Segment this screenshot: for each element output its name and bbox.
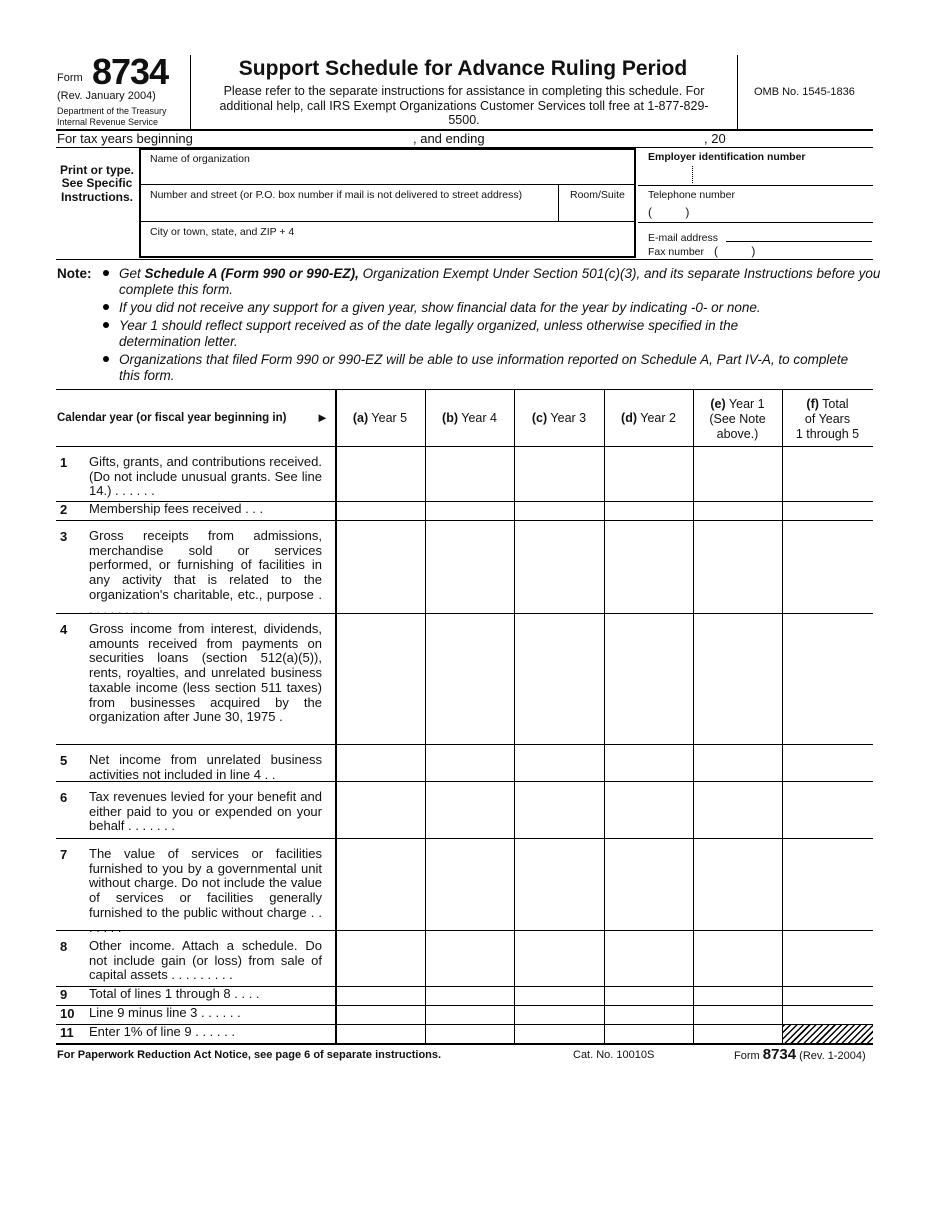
line-7-col-c-input[interactable] <box>517 913 603 928</box>
street-input[interactable] <box>150 202 554 218</box>
page-title: Support Schedule for Advance Ruling Period <box>238 57 688 80</box>
line-number: 11 <box>60 1025 74 1040</box>
line-2-col-c-input[interactable] <box>517 503 603 518</box>
column-text-3: above.) <box>716 427 759 441</box>
line-11-col-a-input[interactable] <box>338 1026 424 1041</box>
note-4: Organizations that filed Form 990 or 990-EZ will be able to use information reported on Schedule A, Part IV-A, to complete this form. <box>119 352 849 383</box>
column-text-3: 1 through 5 <box>795 427 860 441</box>
line-9-col-f-input[interactable] <box>785 988 872 1003</box>
omb-number: OMB No. 1545-1836 <box>754 86 855 98</box>
telephone-area-code: ( ) <box>648 205 690 219</box>
line-3-col-a-input[interactable] <box>338 596 424 611</box>
footer-form-word: Form <box>734 1050 760 1062</box>
catalog-number: Cat. No. 10010S <box>573 1049 655 1061</box>
shaded-cell <box>783 1025 873 1043</box>
line-6-label: Tax revenues levied for your benefit and either paid to you or expended on your behalf . . . . . . . <box>89 789 322 834</box>
telephone-input[interactable] <box>712 204 871 220</box>
line-number: 6 <box>60 790 68 805</box>
line-1-label: Gifts, grants, and contributions received. (Do not include unusual grants. See line 14.) . . . . . . <box>89 454 322 499</box>
line-7-col-d-input[interactable] <box>607 913 692 928</box>
line-number: 4 <box>60 622 68 637</box>
room-suite-label: Room/Suite <box>570 189 625 201</box>
column-header-a <box>335 411 425 426</box>
line-5-col-a-input[interactable] <box>338 764 424 779</box>
line-3-col-d-input[interactable] <box>607 596 692 611</box>
room-suite-input[interactable] <box>562 202 636 218</box>
line-3-label: Gross receipts from admissions, merchandise sold or services performed, or furnishing of facilities in any activity that is related to the organization's charitable, etc., purpose . . . . . . . . . . <box>89 528 322 617</box>
line-number: 9 <box>60 987 68 1002</box>
column-header-b <box>425 411 514 426</box>
line-10-col-e-input[interactable] <box>696 1007 781 1022</box>
line-4-col-b-input[interactable] <box>428 727 513 742</box>
note-label: Note: <box>57 266 92 281</box>
tax-year-20-label: , 20 <box>704 131 726 146</box>
fax-label: Fax number <box>648 246 705 258</box>
ein-input[interactable] <box>648 166 872 182</box>
column-letter: (e) <box>710 397 726 411</box>
print-or-type-label: Print or type. See Specific Instructions. <box>59 163 134 204</box>
line-1-col-f-input[interactable] <box>785 484 872 499</box>
column-text: Year 4 <box>461 411 497 425</box>
tax-year-year-input[interactable] <box>738 131 782 146</box>
line-7-col-a-input[interactable] <box>338 913 424 928</box>
tax-year-beginning-label: For tax years beginning <box>57 131 193 146</box>
line-11-col-b-input[interactable] <box>428 1026 513 1041</box>
line-8-col-d-input[interactable] <box>607 969 692 984</box>
line-8-col-f-input[interactable] <box>785 969 872 984</box>
column-text: Total <box>822 397 849 411</box>
column-header-line <box>514 411 604 426</box>
column-header-line <box>425 411 514 426</box>
street-label: Number and street (or P.O. box number if mail is not delivered to street address) <box>150 189 523 201</box>
telephone-label: Telephone number <box>648 189 735 201</box>
line-3-col-b-input[interactable] <box>428 596 513 611</box>
instructions-note: Please refer to the separate instructions for assistance in completing this schedule. For additional help, call IRS Exempt Organizations Customer Services toll free at 1-877-829-5500. <box>219 84 709 127</box>
column-text-2: (See Note <box>709 412 766 426</box>
column-letter: (a) <box>352 411 369 425</box>
line-2-label: Membership fees received . . . <box>89 501 264 516</box>
line-4-label: Gross income from interest, dividends, amounts received from payments on securities loans (section 512(a)(5)), rents, royalties, and unrelated business taxable income (less section 511 taxes) from businesses acquired by the organization after June 30, 1975 . <box>89 621 322 725</box>
tax-year-ending-label: , and ending <box>413 131 485 146</box>
line-9-label: Total of lines 1 through 8 . . . . <box>89 986 260 1001</box>
line-4-col-c-input[interactable] <box>517 727 603 742</box>
footer-form-ref <box>734 1046 866 1063</box>
city-label: City or town, state, and ZIP + 4 <box>150 226 295 238</box>
email-label: E-mail address <box>648 232 719 244</box>
column-letter: (f) <box>806 397 819 411</box>
form-label: Form <box>57 72 83 84</box>
line-2-col-b-input[interactable] <box>428 503 513 518</box>
line-10-col-a-input[interactable] <box>338 1007 424 1022</box>
fax-input[interactable] <box>776 244 875 258</box>
email-input[interactable] <box>727 226 875 240</box>
line-10-col-f-input[interactable] <box>785 1007 872 1022</box>
line-5-col-b-input[interactable] <box>428 764 513 779</box>
column-letter: (c) <box>531 411 548 425</box>
form-revision: (Rev. January 2004) <box>57 90 156 102</box>
column-letter: (d) <box>621 411 638 425</box>
line-11-col-d-input[interactable] <box>607 1026 692 1041</box>
org-name-label: Name of organization <box>150 153 250 165</box>
line-6-col-e-input[interactable] <box>696 821 781 836</box>
line-8-col-c-input[interactable] <box>517 969 603 984</box>
line-9-col-a-input[interactable] <box>338 988 424 1003</box>
line-9-col-b-input[interactable] <box>428 988 513 1003</box>
note-2: If you did not receive any support for a given year, show financial data for the year by indicating -0- or none. <box>119 300 761 315</box>
line-5-col-f-input[interactable] <box>785 764 872 779</box>
column-text: Year 2 <box>640 411 676 425</box>
line-4-col-f-input[interactable] <box>785 727 872 742</box>
calendar-year-label: Calendar year (or fiscal year beginning in) <box>57 412 287 424</box>
org-name-input[interactable] <box>150 166 634 182</box>
column-header-line <box>335 411 425 426</box>
line-7-col-e-input[interactable] <box>696 913 781 928</box>
line-1-col-b-input[interactable] <box>428 484 513 499</box>
line-number: 10 <box>60 1006 75 1021</box>
department: Department of the Treasury <box>57 106 167 116</box>
line-10-label: Line 9 minus line 3 . . . . . . <box>89 1005 241 1020</box>
line-11-col-e-input[interactable] <box>696 1026 781 1041</box>
tax-year-ending-input[interactable] <box>495 131 704 146</box>
tax-year-beginning-input[interactable] <box>210 131 414 146</box>
line-5-label: Net income from unrelated business activities not included in line 4 . . <box>89 752 322 782</box>
line-number: 3 <box>60 529 68 544</box>
line-6-col-b-input[interactable] <box>428 821 513 836</box>
line-5-col-d-input[interactable] <box>607 764 692 779</box>
line-3-col-f-input[interactable] <box>785 596 872 611</box>
line-4-col-e-input[interactable] <box>696 727 781 742</box>
form-number: 8734 <box>92 51 169 92</box>
line-5-col-c-input[interactable] <box>517 764 603 779</box>
column-letter: (b) <box>442 411 459 425</box>
line-8-col-b-input[interactable] <box>428 969 513 984</box>
line-6-col-a-input[interactable] <box>338 821 424 836</box>
column-text-2: of Years <box>804 412 851 426</box>
line-11-col-c-input[interactable] <box>517 1026 603 1041</box>
line-2-col-a-input[interactable] <box>338 503 424 518</box>
column-header-line <box>604 411 693 426</box>
line-9-col-c-input[interactable] <box>517 988 603 1003</box>
line-1-col-d-input[interactable] <box>607 484 692 499</box>
line-8-label: Other income. Attach a schedule. Do not include gain (or loss) from sale of capital assets . . . . . . . . . <box>89 938 322 983</box>
note-1-post: Organization Exempt Under Section 501(c)(3), and its separate Instructions before you complete this form. <box>119 266 881 297</box>
column-text: Year 1 <box>728 397 765 411</box>
irs-agency: Internal Revenue Service <box>57 117 159 127</box>
line-2-col-e-input[interactable] <box>696 503 781 518</box>
arrow-icon: ► <box>316 410 329 425</box>
line-number: 5 <box>60 753 68 768</box>
line-3-col-c-input[interactable] <box>517 596 603 611</box>
paperwork-notice: For Paperwork Reduction Act Notice, see page 6 of separate instructions. <box>57 1049 442 1061</box>
note-1 <box>119 266 894 297</box>
line-5-col-e-input[interactable] <box>696 764 781 779</box>
note-1-bold: Schedule A (Form 990 or 990-EZ), <box>144 266 359 281</box>
line-6-col-d-input[interactable] <box>607 821 692 836</box>
line-6-col-f-input[interactable] <box>785 821 872 836</box>
line-7-col-b-input[interactable] <box>428 913 513 928</box>
line-2-col-d-input[interactable] <box>607 503 692 518</box>
line-number: 8 <box>60 939 68 954</box>
footer-revision: (Rev. 1-2004) <box>799 1050 866 1062</box>
line-9-col-d-input[interactable] <box>607 988 692 1003</box>
column-header-e <box>693 397 782 442</box>
column-header-line <box>782 397 873 412</box>
footer-form-number: 8734 <box>762 1046 797 1063</box>
line-2-col-f-input[interactable] <box>785 503 872 518</box>
line-9-col-e-input[interactable] <box>696 988 781 1003</box>
line-number: 1 <box>60 455 68 470</box>
line-4-col-a-input[interactable] <box>338 727 424 742</box>
column-header-c <box>514 411 604 426</box>
column-text: Year 5 <box>371 411 408 425</box>
line-11-label: Enter 1% of line 9 . . . . . . <box>89 1024 235 1039</box>
line-7-label: The value of services or facilities furnished to you by a governmental unit without charge. Do not include the value of services or facilities generally furnished to the public without charge . . . . . . . <box>89 846 322 935</box>
note-3: Year 1 should reflect support received as of the date legally organized, unless otherwise specified in the determination letter. <box>119 318 739 349</box>
line-7-col-f-input[interactable] <box>785 913 872 928</box>
line-3-col-e-input[interactable] <box>696 596 781 611</box>
line-number: 7 <box>60 847 68 862</box>
line-10-col-d-input[interactable] <box>607 1007 692 1022</box>
column-header-f <box>782 397 873 442</box>
city-input[interactable] <box>150 239 634 255</box>
line-8-col-e-input[interactable] <box>696 969 781 984</box>
line-1-col-a-input[interactable] <box>338 484 424 499</box>
column-text: Year 3 <box>550 411 587 425</box>
column-header-d <box>604 411 693 426</box>
fax-area-code: ( ) <box>714 244 756 258</box>
line-6-col-c-input[interactable] <box>517 821 603 836</box>
note-1-pre: Get <box>119 266 145 281</box>
line-10-col-c-input[interactable] <box>517 1007 603 1022</box>
line-1-col-e-input[interactable] <box>696 484 781 499</box>
line-10-col-b-input[interactable] <box>428 1007 513 1022</box>
line-8-col-a-input[interactable] <box>338 969 424 984</box>
ein-label: Employer identification number <box>648 151 806 163</box>
line-number: 2 <box>60 502 68 517</box>
line-1-col-c-input[interactable] <box>517 484 603 499</box>
column-header-line <box>693 397 782 412</box>
line-4-col-d-input[interactable] <box>607 727 692 742</box>
